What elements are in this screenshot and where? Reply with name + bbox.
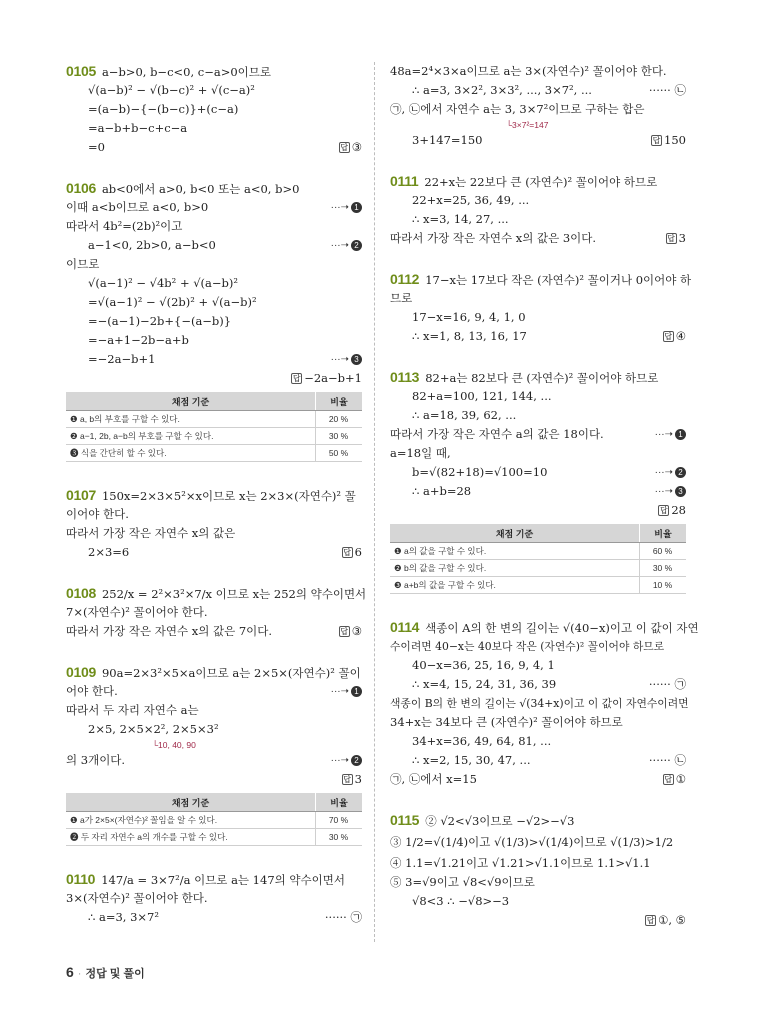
solution-line: 82+a=100, 121, 144, ... (412, 389, 552, 403)
table-cell: 10 % (640, 577, 687, 594)
table-cell: 30 % (316, 428, 363, 445)
footer-title: 정답 및 풀이 (85, 968, 145, 980)
table-cell: 70 % (316, 812, 363, 829)
solution-line: 따라서 두 자리 자연수 a는 (66, 703, 199, 717)
solution-line: 색종이 A의 한 변의 길이는 √(40−x)이고 이 값이 자연 (425, 621, 699, 635)
answer (339, 622, 362, 641)
solution-line: 이어야 한다. (66, 507, 129, 521)
equation-marker: ······ ㉠ (324, 910, 362, 924)
table-header: 비율 (316, 392, 363, 411)
solution-line: ⑤ 3=√9이고 √8<√9이므로 (390, 875, 535, 889)
problem-0115 (390, 811, 686, 930)
problem-0112 (390, 270, 692, 346)
problem-0114 (390, 618, 699, 789)
answer-icon: 답 (664, 775, 673, 784)
solution-line: ③ 1/2=√(1/4)이고 √(1/3)>√(1/4)이므로 √(1/3)>1/2 (390, 835, 674, 849)
solution-line: 34+x는 34보다 큰 (자연수)² 꼴이어야 하므로 (390, 715, 623, 729)
solution-line: 따라서 가장 작은 자연수 x의 값은 3이다. (390, 231, 597, 245)
solution-line: 3×(자연수)² 꼴이어야 한다. (66, 891, 208, 905)
solution-line: 따라서 가장 작은 자연수 x의 값은 7이다. (66, 624, 273, 638)
table-cell: ❶ a의 값을 구할 수 있다. (390, 543, 640, 560)
problem-0107 (66, 486, 362, 562)
page-number: 6 (66, 964, 74, 980)
problem-0113 (390, 368, 686, 594)
answer (342, 770, 362, 789)
answer-icon: 답 (659, 506, 668, 515)
step-number: 2 (351, 755, 362, 766)
table-row (66, 411, 362, 428)
step-marker: ···➝ 1 (331, 198, 362, 217)
solution-line: 17−x는 17보다 작은 (자연수)² 꼴이거나 0이어야 하 (425, 273, 692, 287)
table-row (66, 445, 362, 462)
table-cell: ❷ 두 자리 자연수 a의 개수를 구할 수 있다. (66, 829, 316, 846)
solution-line: 7×(자연수)² 꼴이어야 한다. (66, 605, 208, 619)
answer-value: ③ (351, 624, 362, 638)
answer-value: 150 (664, 133, 686, 147)
solution-line: ∴ x=4, 15, 24, 31, 36, 39 (412, 677, 557, 691)
solution-line: ∴ x=2, 15, 30, 47, ... (412, 753, 531, 767)
table-row (390, 543, 686, 560)
answer (663, 327, 686, 346)
answer (342, 543, 362, 562)
problem-number: 0112 (390, 271, 420, 287)
solution-line: 어야 한다. (66, 684, 118, 698)
solution-line: =0 (88, 140, 105, 154)
solution-line: 3+147=150 (412, 133, 483, 147)
solution-line: 252/x = 2²×3²×7/x 이므로 x는 252의 약수이면서 (101, 587, 367, 601)
answer-value: ① (675, 772, 686, 786)
table-cell: ❷ b의 값을 구할 수 있다. (390, 560, 640, 577)
solution-line: ∴ a=18, 39, 62, ... (412, 408, 517, 422)
table-cell: ❶ a가 2×5×(자연수)² 꼴임을 알 수 있다. (66, 812, 316, 829)
table-header: 비율 (316, 793, 363, 812)
solution-line: =(a−b)−{−(b−c)}+(c−a) (88, 102, 239, 116)
scoring-table (66, 392, 362, 462)
solution-line: b=√(82+18)=√100=10 (412, 465, 548, 479)
solution-line: 수이려면 40−x는 40보다 작은 (자연수)² 꼴이어야 하므로 (390, 640, 665, 653)
answer (658, 501, 686, 520)
solution-line: 147/a = 3×7²/a 이므로 a는 147의 약수이면서 (101, 873, 345, 887)
solution-line: =−(a−1)−2b+{−(a−b)} (88, 314, 232, 328)
scoring-table (390, 524, 686, 594)
problem-number: 0107 (66, 487, 96, 503)
solution-line: ④ 1.1=√1.21이고 √1.21>√1.1이므로 1.1>√1.1 (390, 856, 651, 870)
solution-line: √(a−b)² − √(b−c)² + √(c−a)² (88, 83, 255, 97)
solution-line: √(a−1)² − √4b² + √(a−b)² (88, 276, 238, 290)
equation-marker: ······ ㉡ (648, 753, 686, 767)
step-marker: ···➝ 2 (331, 236, 362, 255)
step-marker: ···➝ 3 (331, 350, 362, 369)
step-marker: ···➝ 2 (655, 463, 686, 482)
solution-line: √8<3 ∴ −√8>−3 (412, 894, 510, 908)
problem-0105 (66, 62, 362, 157)
answer-icon: 답 (343, 548, 352, 557)
solution-line: 48a=2⁴×3×a이므로 a는 3×(자연수)² 꼴이어야 한다. (390, 64, 667, 78)
answer-icon: 답 (292, 374, 301, 383)
solution-line: 82+a는 82보다 큰 (자연수)² 꼴이어야 하므로 (425, 371, 659, 385)
solution-line: ∴ a+b=28 (412, 484, 472, 498)
solution-line: 2×5, 2×5×2², 2×5×3² (88, 722, 219, 736)
problem-0109 (66, 663, 362, 846)
step-marker: ···➝ 1 (331, 682, 362, 701)
step-number: 1 (351, 686, 362, 697)
solution-line: =a−b+b−c+c−a (88, 121, 188, 135)
step-number: 3 (675, 486, 686, 497)
equation-marker: ······ ㉡ (648, 83, 686, 97)
page-footer (66, 964, 145, 981)
step-marker: ···➝ 1 (655, 425, 686, 444)
problem-0111 (390, 172, 686, 248)
annotation-note: └3×7²=147 (506, 120, 549, 130)
answer-value: 28 (671, 503, 686, 517)
table-cell: ❷ a−1, 2b, a−b의 부호를 구할 수 있다. (66, 428, 316, 445)
right-column (390, 62, 699, 930)
equation-marker: ······ ㉠ (648, 677, 686, 691)
solution-line: a=18일 때, (390, 446, 451, 460)
problem-number: 0111 (390, 173, 419, 189)
answer-icon: 답 (343, 775, 352, 784)
table-row (390, 577, 686, 594)
answer-icon: 답 (664, 332, 673, 341)
solution-line: 22+x는 22보다 큰 (자연수)² 꼴이어야 하므로 (424, 175, 658, 189)
answer-icon: 답 (652, 136, 661, 145)
answer-value: 3 (354, 772, 362, 786)
step-marker: ···➝ 3 (655, 482, 686, 501)
solution-line: ∴ a=3, 3×7² (88, 910, 159, 924)
table-header: 채점 기준 (66, 392, 316, 411)
solution-line: 색종이 B의 한 변의 길이는 √(34+x)이고 이 값이 자연수이려면 (390, 697, 689, 710)
solution-line: 2×3=6 (88, 545, 130, 559)
answer-icon: 답 (340, 627, 349, 636)
solution-line: ∴ a=3, 3×2², 3×3², ..., 3×7², ... (412, 83, 592, 97)
answer-icon: 답 (646, 916, 655, 925)
problem-number: 0108 (66, 585, 96, 601)
answer-value: ③ (351, 140, 362, 154)
solution-line: ∴ x=1, 8, 13, 16, 17 (412, 329, 527, 343)
solution-line: 34+x=36, 49, 64, 81, ... (412, 734, 552, 748)
solution-line: ∴ x=3, 14, 27, ... (412, 212, 509, 226)
problem-number: 0113 (390, 369, 420, 385)
answer-value: −2a−b+1 (304, 371, 362, 385)
answer-icon: 답 (340, 143, 349, 152)
table-cell: 20 % (316, 411, 363, 428)
solution-line: ㉠, ㉡에서 x=15 (390, 772, 477, 786)
answer (291, 369, 362, 388)
problem-number: 0109 (66, 664, 96, 680)
table-cell: 30 % (316, 829, 363, 846)
table-header: 채점 기준 (66, 793, 316, 812)
annotation-note: └10, 40, 90 (152, 740, 196, 750)
solution-line: 40−x=36, 25, 16, 9, 4, 1 (412, 658, 555, 672)
problem-number: 0106 (66, 180, 96, 196)
solution-line: 이때 a<b이므로 a<0, b>0 (66, 200, 209, 214)
answer (666, 229, 686, 248)
table-cell: ❸ 식을 간단히 할 수 있다. (66, 445, 316, 462)
step-number: 1 (351, 202, 362, 213)
solution-line: ab<0에서 a>0, b<0 또는 a<0, b>0 (101, 182, 300, 196)
left-column (66, 62, 367, 927)
solution-line: ㉠, ㉡에서 자연수 a는 3, 3×7²이므로 구하는 합은 (390, 102, 645, 116)
solution-line: 17−x=16, 9, 4, 1, 0 (412, 310, 526, 324)
step-marker: ···➝ 2 (331, 751, 362, 770)
answer-icon: 답 (667, 234, 676, 243)
table-cell: 50 % (316, 445, 363, 462)
table-cell: ❸ a+b의 값을 구할 수 있다. (390, 577, 640, 594)
solution-line: 따라서 가장 작은 자연수 a의 값은 18이다. (390, 427, 604, 441)
solution-line: a−1<0, 2b>0, a−b<0 (88, 238, 216, 252)
answer-value: ①, ⑤ (658, 913, 686, 927)
problem-number: 0110 (66, 871, 96, 887)
table-row (66, 812, 362, 829)
problem-0106 (66, 179, 362, 462)
solution-line: 므로 (390, 291, 413, 305)
problem-0108 (66, 584, 367, 641)
problem-0110-continued (390, 62, 686, 150)
table-row (66, 829, 362, 846)
answer-value: ④ (675, 329, 686, 343)
problem-number: 0115 (390, 812, 420, 828)
table-header: 비율 (640, 524, 687, 543)
scoring-table (66, 793, 362, 846)
answer (645, 911, 686, 930)
answer-value: 3 (678, 231, 686, 245)
step-number: 2 (351, 240, 362, 251)
solution-line: 따라서 가장 작은 자연수 x의 값은 (66, 526, 236, 540)
problem-number: 0105 (66, 63, 96, 79)
problem-number: 0114 (390, 619, 420, 635)
table-cell: ❶ a, b의 부호를 구할 수 있다. (66, 411, 316, 428)
column-divider (374, 62, 375, 942)
problem-0110 (66, 870, 362, 927)
step-number: 3 (351, 354, 362, 365)
step-number: 2 (675, 467, 686, 478)
solution-line: 의 3개이다. (66, 753, 126, 767)
table-row (390, 560, 686, 577)
solution-line: =√(a−1)² − √(2b)² + √(a−b)² (88, 295, 257, 309)
footer-separator: · (77, 968, 82, 980)
answer (663, 770, 686, 789)
solution-line: 90a=2×3²×5×a이므로 a는 2×5×(자연수)² 꼴이 (101, 666, 361, 680)
solution-line: 이므로 (66, 257, 100, 271)
answer (339, 138, 362, 157)
table-cell: 30 % (640, 560, 687, 577)
answer (651, 131, 686, 150)
solution-line: a−b>0, b−c<0, c−a>0이므로 (101, 65, 271, 79)
table-cell: 60 % (640, 543, 687, 560)
solution-line: 150x=2×3×5²×x이므로 x는 2×3×(자연수)² 꼴 (101, 489, 356, 503)
step-number: 1 (675, 429, 686, 440)
answer-value: 6 (354, 545, 362, 559)
solution-line: ② √2<√3이므로 −√2>−√3 (425, 814, 575, 828)
solution-line: 22+x=25, 36, 49, ... (412, 193, 530, 207)
table-row (66, 428, 362, 445)
solution-line: 따라서 4b²=(2b)²이고 (66, 219, 183, 233)
table-header: 채점 기준 (390, 524, 640, 543)
solution-line: =−2a−b+1 (88, 352, 156, 366)
solution-line: =−a+1−2b−a+b (88, 333, 189, 347)
